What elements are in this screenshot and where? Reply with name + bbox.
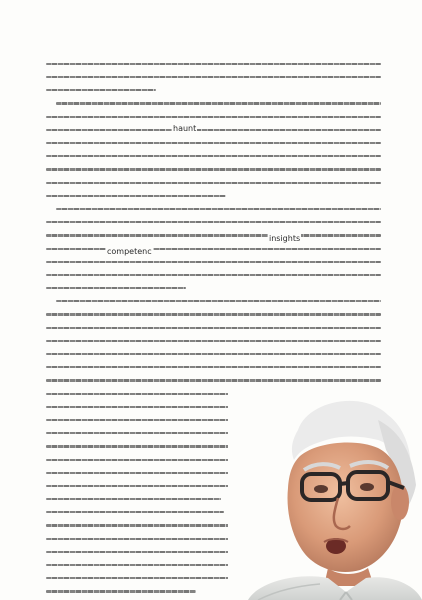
text-line: [46, 350, 381, 358]
text-line: [46, 192, 381, 200]
portrait-illustration: [228, 390, 422, 600]
text-line: [46, 258, 381, 266]
text-line: [46, 324, 381, 332]
english-term-insights: insights: [269, 234, 301, 243]
text-line: [46, 86, 381, 94]
text-line: [46, 166, 381, 174]
text-line: [46, 113, 381, 121]
text-line: [46, 179, 381, 187]
text-line: [46, 126, 381, 134]
text-line: [46, 73, 381, 81]
text-line: [46, 231, 381, 239]
text-line: [46, 271, 381, 279]
text-line: [46, 363, 381, 371]
english-term-competence: competenc: [107, 247, 152, 256]
text-line: [46, 337, 381, 345]
english-term-haunt: haunt: [173, 124, 197, 133]
text-line: [46, 139, 381, 147]
text-line: [46, 297, 381, 305]
text-line: [46, 60, 381, 68]
text-line: [46, 205, 381, 213]
text-line: [46, 152, 381, 160]
text-line: [46, 284, 381, 292]
text-line: [46, 311, 381, 319]
text-line: [46, 377, 381, 385]
text-line: [46, 245, 381, 253]
portrait-photo: [228, 390, 422, 600]
text-line: [46, 100, 381, 108]
text-line: [46, 218, 381, 226]
